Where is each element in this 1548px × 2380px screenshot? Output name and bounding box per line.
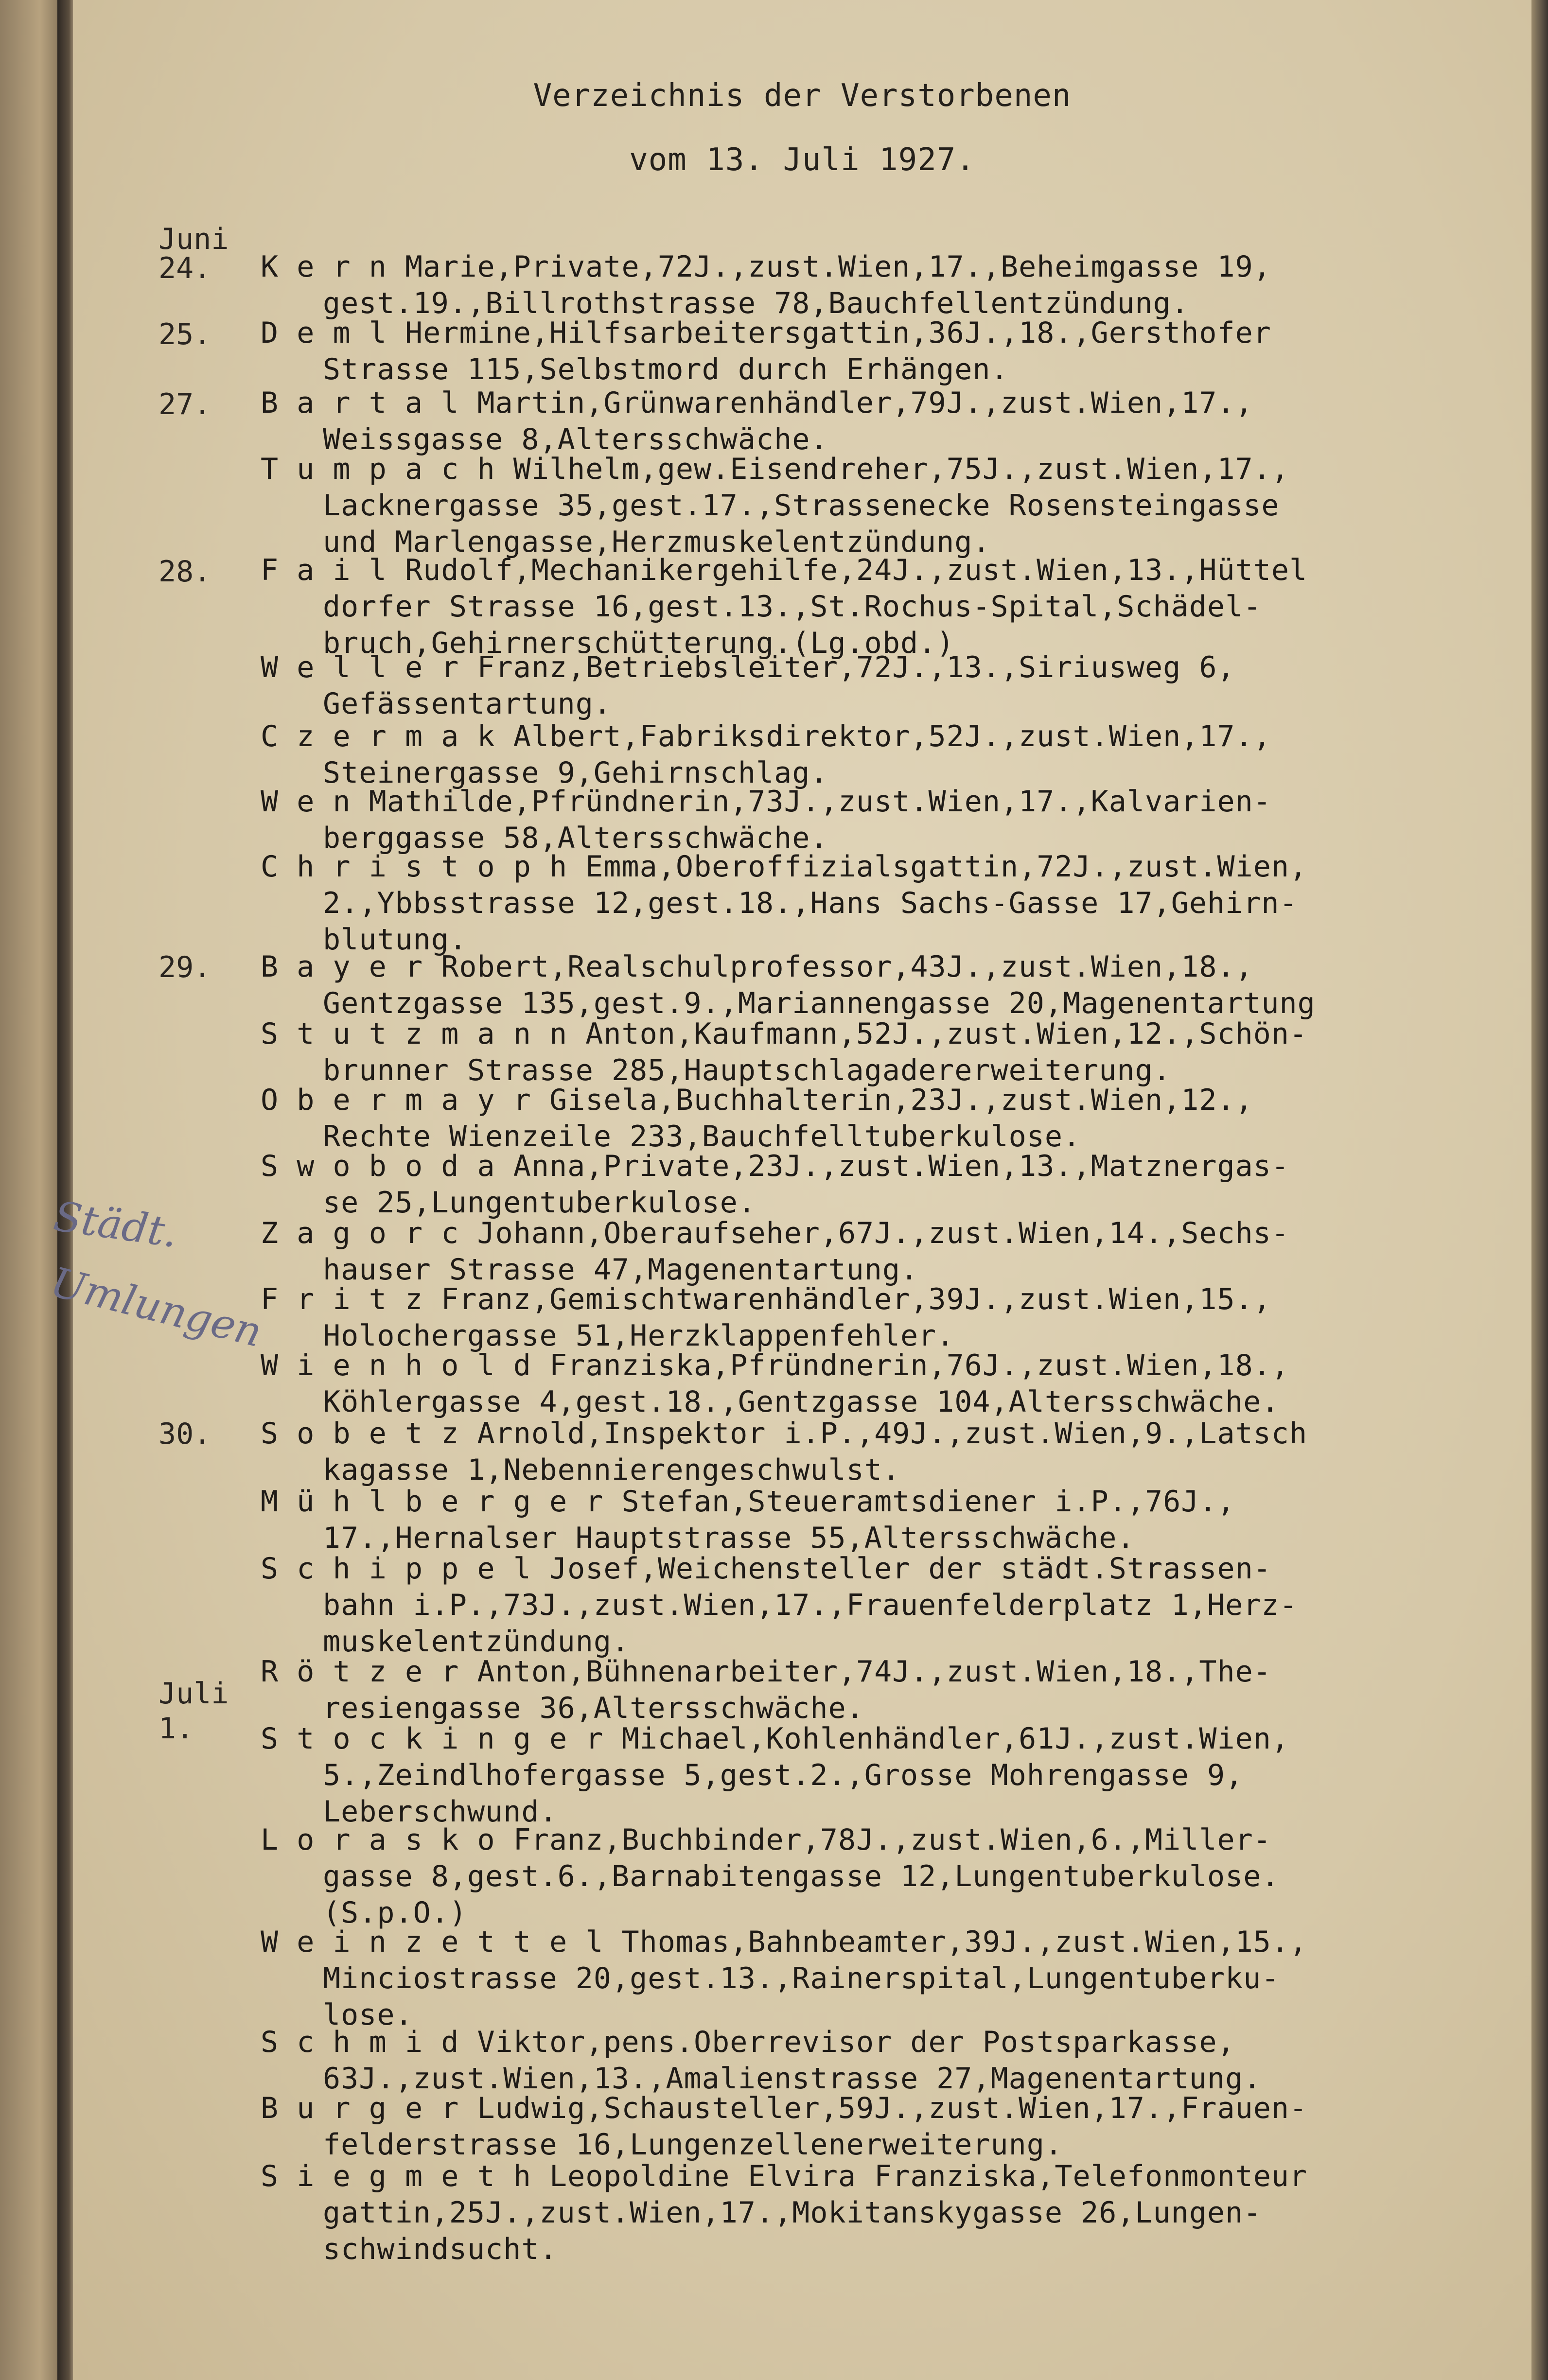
entry-line: Rechte Wienzeile 233,Bauchfelltuberkulose.	[323, 1120, 1081, 1154]
death-entry	[261, 1215, 1548, 1288]
entry-line: gasse 8,gest.6.,Barnabitengasse 12,Lungentuberkulose.	[323, 1859, 1280, 1893]
date-25: 25.	[158, 317, 211, 351]
entry-line: gest.19.,Billrothstrasse 78,Bauchfellentzündung.	[323, 286, 1189, 320]
entry-line: Gefässentartung.	[323, 687, 612, 721]
death-entry	[261, 1484, 1548, 1557]
death-entry	[261, 1924, 1548, 2033]
death-entry	[261, 718, 1548, 791]
death-entry	[261, 451, 1548, 560]
entry-line: W i e n h o l d Franziska,Pfründnerin,76J.,zust.Wien,18.,	[261, 1348, 1290, 1382]
date-29: 29.	[158, 950, 211, 984]
entry-line: C h r i s t o p h Emma,Oberoffizialsgattin,72J.,zust.Wien,	[261, 850, 1308, 884]
entry-line: W e l l e r Franz,Betriebsleiter,72J.,13.,Siriusweg 6,	[261, 650, 1235, 684]
entry-line: Steinergasse 9,Gehirnschlag.	[323, 756, 828, 790]
entry-line: muskelentzündung.	[323, 1625, 630, 1659]
entry-line: D e m l Hermine,Hilfsarbeitersgattin,36J.,18.,Gersthofer	[261, 316, 1271, 350]
death-entry	[261, 849, 1548, 958]
entry-line: Holochergasse 51,Herzklappenfehler.	[323, 1319, 955, 1353]
margin-note-staedt: Städt.	[51, 1192, 181, 1257]
entry-line: bahn i.P.,73J.,zust.Wien,17.,Frauenfelderplatz 1,Herz-	[323, 1588, 1298, 1622]
death-entry	[261, 385, 1548, 458]
entry-line: gattin,25J.,zust.Wien,17.,Mokitanskygasse 26,Lungen-	[323, 2196, 1262, 2230]
entry-line: blutung.	[323, 923, 467, 957]
death-entry	[261, 1148, 1548, 1221]
date-month-juni: Juni	[158, 222, 229, 256]
entry-line: K e r n Marie,Private,72J.,zust.Wien,17.,Beheimgasse 19,	[261, 250, 1271, 284]
entry-line: F a i l Rudolf,Mechanikergehilfe,24J.,zust.Wien,13.,Hüttel	[261, 553, 1308, 587]
death-entry	[261, 1016, 1548, 1089]
entry-line: T u m p a c h Wilhelm,gew.Eisendreher,75J.,zust.Wien,17.,	[261, 452, 1290, 486]
entry-line: S c h m i d Viktor,pens.Oberrevisor der Postsparkasse,	[261, 2025, 1235, 2059]
entry-line: B a y e r Robert,Realschulprofessor,43J.,zust.Wien,18.,	[261, 950, 1253, 984]
entry-line: L o r a s k o Franz,Buchbinder,78J.,zust.Wien,6.,Miller-	[261, 1823, 1271, 1857]
entry-line: felderstrasse 16,Lungenzellenerweiterung.	[323, 2128, 1063, 2162]
document-page	[46, 0, 1531, 2380]
entry-line: (S.p.O.)	[323, 1896, 467, 1930]
entry-line: kagasse 1,Nebennierengeschwulst.	[323, 1453, 900, 1487]
death-entry	[261, 1551, 1548, 1660]
entry-line: S w o b o d a Anna,Private,23J.,zust.Wien,13.,Matznergas-	[261, 1149, 1290, 1183]
entry-line: Weissgasse 8,Altersschwäche.	[323, 422, 828, 456]
entry-line: S t o c k i n g e r Michael,Kohlenhändler,61J.,zust.Wien,	[261, 1722, 1290, 1756]
entry-line: C z e r m a k Albert,Fabriksdirektor,52J.,zust.Wien,17.,	[261, 719, 1271, 753]
entry-line: schwindsucht.	[323, 2232, 558, 2266]
death-entry	[261, 552, 1548, 662]
entry-line: 17.,Hernalser Hauptstrasse 55,Altersschwäche.	[323, 1521, 1135, 1555]
entry-line: Köhlergasse 4,gest.18.,Gentzgasse 104,Altersschwäche.	[323, 1385, 1280, 1419]
death-entry	[261, 1416, 1548, 1488]
entry-line: 63J.,zust.Wien,13.,Amalienstrasse 27,Magenentartung.	[323, 2062, 1262, 2096]
entry-line: Z a g o r c Johann,Oberaufseher,67J.,zust.Wien,14.,Sechs-	[261, 1216, 1290, 1250]
date-28: 28.	[158, 555, 211, 589]
death-entry	[261, 315, 1548, 388]
death-entry	[261, 2090, 1548, 2163]
death-entry	[261, 1281, 1548, 1354]
death-entry	[261, 2024, 1548, 2097]
entry-line: Lacknergasse 35,gest.17.,Strassenecke Rosensteingasse	[323, 489, 1280, 523]
death-entry	[261, 2158, 1548, 2268]
death-entry	[261, 249, 1548, 322]
entry-line: S i e g m e t h Leopoldine Elvira Franziska,Telefonmonteur	[261, 2159, 1308, 2193]
entry-line: bruch,Gehirnerschütterung.(Lg.obd.)	[323, 626, 955, 660]
entry-line: resiengasse 36,Altersschwäche.	[323, 1691, 864, 1725]
date-month-juli: Juli	[158, 1677, 229, 1711]
death-entry	[261, 1721, 1548, 1830]
margin-note-umlungen: Umlungen	[46, 1258, 267, 1357]
death-entry	[261, 1822, 1548, 1931]
entry-line: Strasse 115,Selbstmord durch Erhängen.	[323, 352, 1009, 386]
entry-line: Gentzgasse 135,gest.9.,Mariannengasse 20,Magenentartung	[323, 986, 1316, 1020]
death-entry	[261, 649, 1548, 722]
document-title: Verzeichnis der Verstorbenen	[533, 78, 1072, 114]
entry-line: S o b e t z Arnold,Inspektor i.P.,49J.,zust.Wien,9.,Latsch	[261, 1417, 1308, 1451]
entry-line: Minciostrasse 20,gest.13.,Rainerspital,Lungentuberku-	[323, 1961, 1280, 1995]
document-subtitle: vom 13. Juli 1927.	[629, 142, 975, 178]
entry-line: S t u t z m a n n Anton,Kaufmann,52J.,zust.Wien,12.,Schön-	[261, 1017, 1308, 1051]
death-entry	[261, 949, 1548, 1022]
death-entry	[261, 1654, 1548, 1727]
death-entry	[261, 1348, 1548, 1420]
entry-line: S c h i p p e l Josef,Weichensteller der städt.Strassen-	[261, 1552, 1271, 1586]
entry-line: Leberschwund.	[323, 1795, 558, 1829]
date-1: 1.	[158, 1712, 194, 1746]
entry-line: berggasse 58,Altersschwäche.	[323, 821, 828, 855]
entry-line: se 25,Lungentuberkulose.	[323, 1186, 756, 1220]
death-entry	[261, 1082, 1548, 1155]
entry-line: B u r g e r Ludwig,Schausteller,59J.,zust.Wien,17.,Frauen-	[261, 2091, 1308, 2125]
entry-line: W e i n z e t t e l Thomas,Bahnbeamter,39J.,zust.Wien,15.,	[261, 1925, 1308, 1959]
date-24: 24.	[158, 251, 211, 285]
entry-line: W e n Mathilde,Pfründnerin,73J.,zust.Wien,17.,Kalvarien-	[261, 785, 1271, 819]
entry-line: 2.,Ybbsstrasse 12,gest.18.,Hans Sachs-Gasse 17,Gehirn-	[323, 886, 1298, 920]
entry-line: R ö t z e r Anton,Bühnenarbeiter,74J.,zust.Wien,18.,The-	[261, 1655, 1271, 1689]
entry-line: brunner Strasse 285,Hauptschlagadererweiterung.	[323, 1053, 1171, 1087]
entry-line: O b e r m a y r Gisela,Buchhalterin,23J.,zust.Wien,12.,	[261, 1083, 1253, 1117]
entry-line: F r i t z Franz,Gemischtwarenhändler,39J.,zust.Wien,15.,	[261, 1282, 1271, 1316]
entry-line: hauser Strasse 47,Magenentartung.	[323, 1253, 919, 1287]
entry-line: B a r t a l Martin,Grünwarenhändler,79J.,zust.Wien,17.,	[261, 386, 1253, 420]
date-30: 30.	[158, 1417, 211, 1451]
entry-line: M ü h l b e r g e r Stefan,Steueramtsdiener i.P.,76J.,	[261, 1485, 1235, 1519]
entry-line: 5.,Zeindlhofergasse 5,gest.2.,Grosse Mohrengasse 9,	[323, 1758, 1244, 1792]
entry-line: lose.	[323, 1998, 413, 2032]
page-edge-shadow	[1531, 0, 1548, 2380]
entry-line: und Marlengasse,Herzmuskelentzündung.	[323, 525, 991, 559]
date-27: 27.	[158, 387, 211, 421]
death-entry	[261, 784, 1548, 857]
entry-line: dorfer Strasse 16,gest.13.,St.Rochus-Spital,Schädel-	[323, 590, 1262, 624]
